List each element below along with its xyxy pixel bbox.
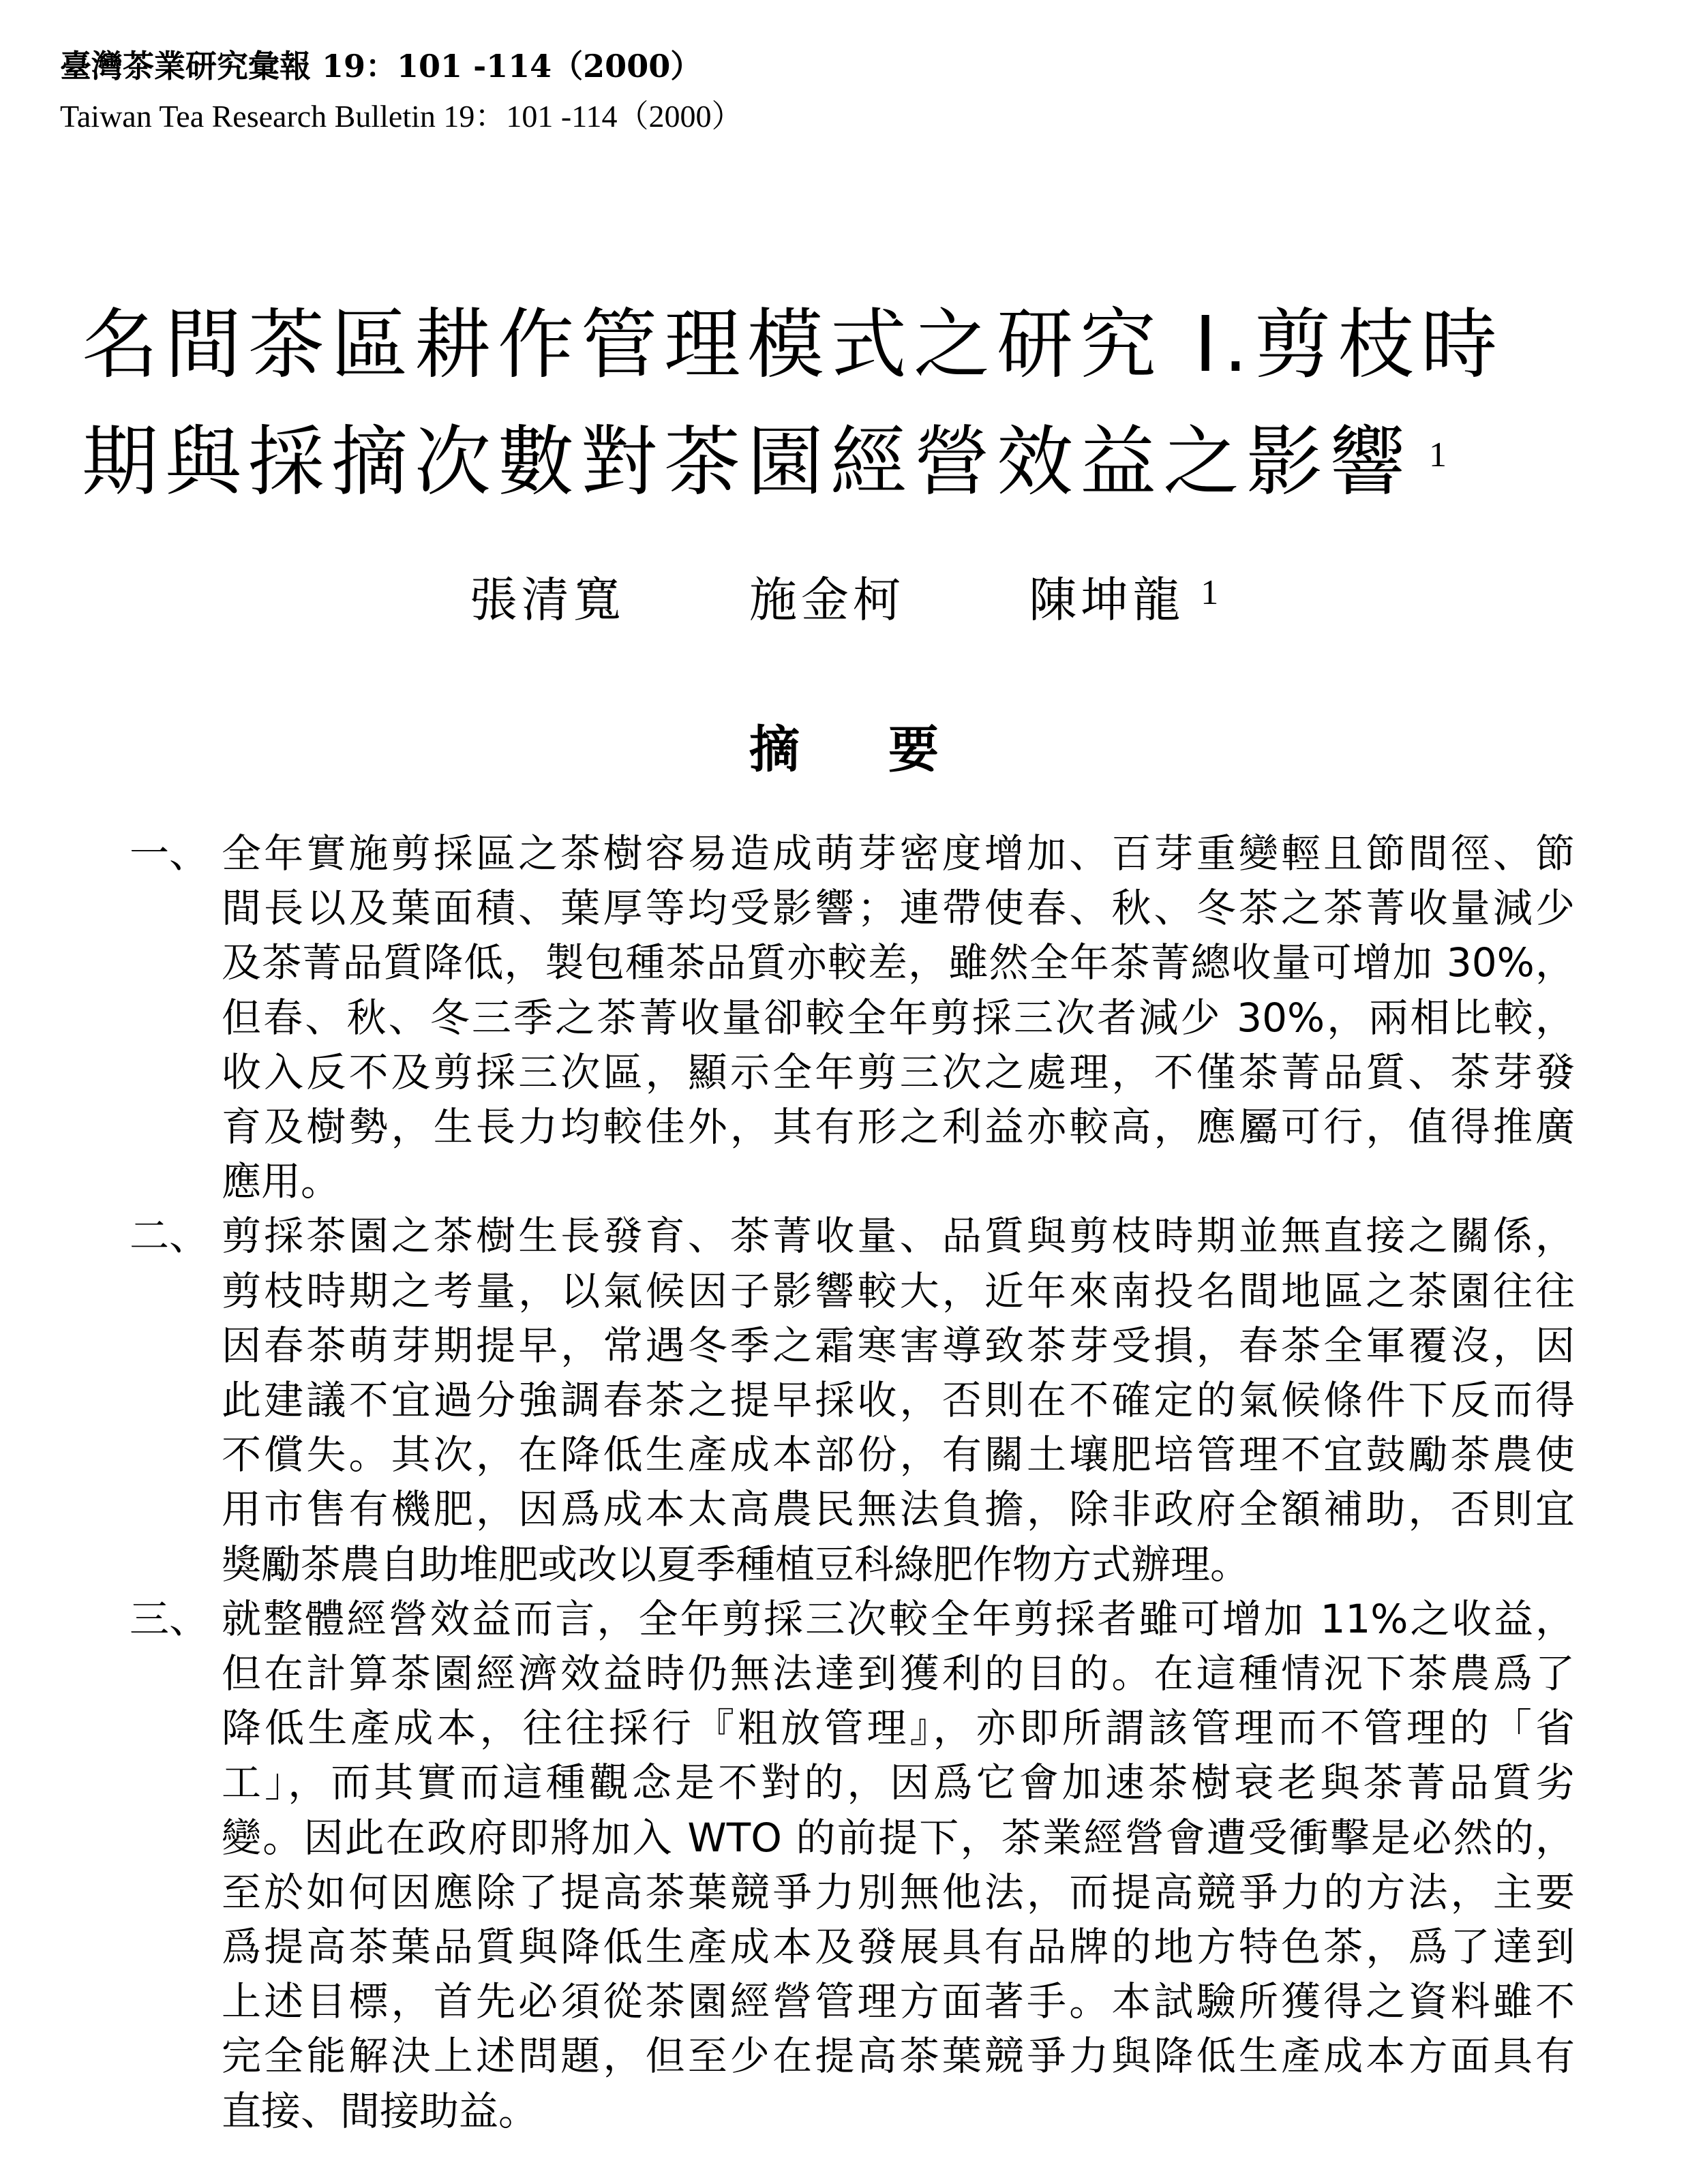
text-line: 變。因此在政府即將加入 WTO 的前提下，茶業經營會遭受衝擊是必然的， (222, 1814, 1575, 1861)
text-line: 獎勵茶農自助堆肥或改以夏季種植豆科綠肥作物方式辦理。 (222, 1541, 1250, 1588)
paper-title (82, 286, 1623, 521)
item-number: 一、 (130, 830, 209, 877)
title-line-2 (82, 404, 1623, 521)
text-line: 育及樹勢，生長力均較佳外，其有形之利益亦較高，應屬可行，值得推廣 (222, 1104, 1575, 1151)
text-line: 此建議不宜過分強調春茶之提早採收，否則在不確定的氣候條件下反而得 (222, 1377, 1575, 1424)
abstract-heading-char: 摘 (749, 721, 800, 779)
abstract-item-3 (130, 1592, 1575, 2138)
text-line: 至於如何因應除了提高茶葉競爭力別無他法，而提高競爭力的方法，主要 (222, 1868, 1575, 1915)
abstract-item-2 (130, 1209, 1575, 1591)
text-line: 及茶菁品質降低，製包種茶品質亦較差，雖然全年茶菁總收量可增加 30%， (222, 939, 1575, 986)
text-line: 但在計算茶園經濟效益時仍無法達到獲利的目的。在這種情況下茶農爲了 (222, 1650, 1575, 1697)
text-line: 全年實施剪採區之茶樹容易造成萌芽密度增加、百芽重變輕且節間徑、節 (222, 830, 1575, 877)
text-line: 不償失。其次，在降低生產成本部份，有關土壤肥培管理不宜鼓勵茶農使 (222, 1431, 1575, 1478)
text-line: 剪枝時期之考量，以氣候因子影響較大，近年來南投名間地區之茶園往往 (222, 1267, 1575, 1314)
text-line: 但春、秋、冬三季之茶菁收量卻較全年剪採三次者減少 30%，兩相比較， (222, 994, 1575, 1041)
text-line: 爲提高茶葉品質與降低生產成本及發展具有品牌的地方特色茶，爲了達到 (222, 1924, 1575, 1971)
text-line: 完全能解決上述問題，但至少在提高茶葉競爭力與降低生產成本方面具有 (222, 2033, 1575, 2080)
text-line: 剪採茶園之茶樹生長發育、茶菁收量、品質與剪枝時期並無直接之關係， (222, 1213, 1575, 1260)
text-line: 上述目標，首先必須從茶園經營管理方面著手。本試驗所獲得之資料雖不 (222, 1978, 1575, 2025)
abstract-heading (0, 716, 1688, 784)
text-line: 就整體經營效益而言，全年剪採三次較全年剪採者雖可增加 11%之收益， (222, 1595, 1575, 1642)
title-line-1: 名間茶區耕作管理模式之研究 I.剪枝時 (82, 301, 1505, 390)
author-list (0, 566, 1688, 634)
abstract-heading-char: 要 (888, 721, 939, 779)
author-name: 施金柯 (749, 572, 905, 628)
abstract-item-1 (130, 826, 1575, 1209)
author-name (1029, 566, 1218, 634)
author-footnote-mark: 1 (1201, 573, 1219, 612)
journal-header (60, 41, 743, 142)
text-line: 應用。 (222, 1158, 341, 1205)
text-line: 因春茶萌芽期提早，常遇冬季之霜寒害導致茶芽受損，春茶全軍覆沒，因 (222, 1322, 1575, 1369)
text-line: 間長以及葉面積、葉厚等均受影響；連帶使春、秋、冬茶之茶菁收量減少 (222, 885, 1575, 932)
abstract-body (130, 826, 1575, 2138)
item-number: 二、 (130, 1213, 209, 1260)
journal-citation-en: Taiwan Tea Research Bulletin 19：101 -114（2000） (60, 99, 743, 134)
item-number: 三、 (130, 1595, 209, 1642)
text-line: 降低生產成本，往往採行『粗放管理』，亦即所謂該管理而不管理的「省 (222, 1705, 1575, 1752)
journal-citation-zh: 臺灣茶業研究彙報 19：101 -114（2000） (60, 48, 702, 85)
title-footnote-mark: 1 (1429, 436, 1447, 475)
text-line: 用市售有機肥，因爲成本太高農民無法負擔，除非政府全額補助，否則宜 (222, 1486, 1575, 1533)
title-line-2-text: 期與採摘次數對茶園經營效益之影響 (82, 418, 1413, 507)
author-name: 張清寬 (469, 572, 625, 628)
text-line: 收入反不及剪採三次區，顯示全年剪三次之處理，不僅茶菁品質、茶芽發 (222, 1048, 1575, 1095)
text-line: 直接、間接助益。 (222, 2087, 539, 2134)
author-name-text: 陳坤龍 (1029, 572, 1185, 628)
text-line: 工」，而其實而這種觀念是不對的，因爲它會加速茶樹衰老與茶菁品質劣 (222, 1759, 1575, 1806)
